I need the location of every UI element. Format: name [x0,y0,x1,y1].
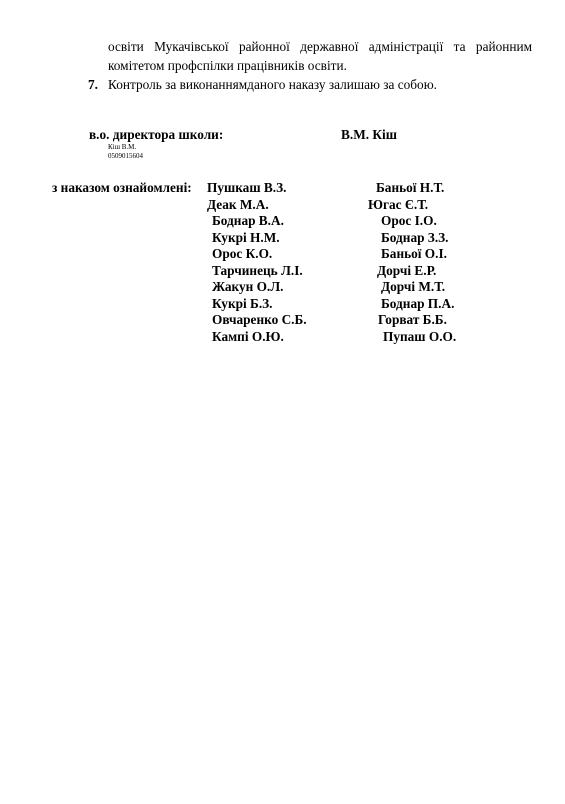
ack-right-name: Пупаш О.О. [383,329,457,344]
ack-right-name: Боднар П.А. [381,296,455,311]
ack-right-name: Баньої Н.Т. [376,180,445,195]
paragraph-continuation: освіти Мукачівської районної державної адміністрації та районним комітетом профспілки працівників освіти. [108,39,532,73]
ack-left-name: Деак М.А. [207,197,269,212]
signature-title: в.о. директора школи: [89,127,224,142]
ack-right-name: Югас Є.Т. [368,197,429,212]
item-number: 7. [88,77,98,92]
ack-left-name: Орос К.О. [212,246,273,261]
ack-left-name: Кукрі Б.З. [212,296,273,311]
ack-left-name: Жакун О.Л. [212,279,284,294]
executor-name: Кіш В.М. [108,143,137,151]
ack-right-name: Дорчі Е.Р. [377,263,437,278]
ack-right-name: Горват Б.Б. [378,312,447,327]
ack-left-name: Пушкаш В.З. [207,180,287,195]
ack-left-name: Кукрі Н.М. [212,230,280,245]
ack-left-name: Кампі О.Ю. [212,329,284,344]
ack-right-name: Дорчі М.Т. [381,279,446,294]
ack-right-name: Боднар З.З. [381,230,449,245]
list-item-7 [88,75,437,94]
item-text: Контроль за виконаннямданого наказу залишаю за собою. [108,77,437,92]
ack-left-name: Овчаренко С.Б. [212,312,307,327]
executor-phone: 0509015604 [108,152,143,160]
ack-right-name: Баньої О.І. [381,246,447,261]
ack-left-name: Боднар В.А. [212,213,284,228]
acknowledged-label: з наказом ознайомлені: [52,180,192,195]
ack-right-name: Орос І.О. [381,213,437,228]
signature-name: В.М. Кіш [341,127,397,142]
ack-left-name: Тарчинець Л.І. [212,263,303,278]
